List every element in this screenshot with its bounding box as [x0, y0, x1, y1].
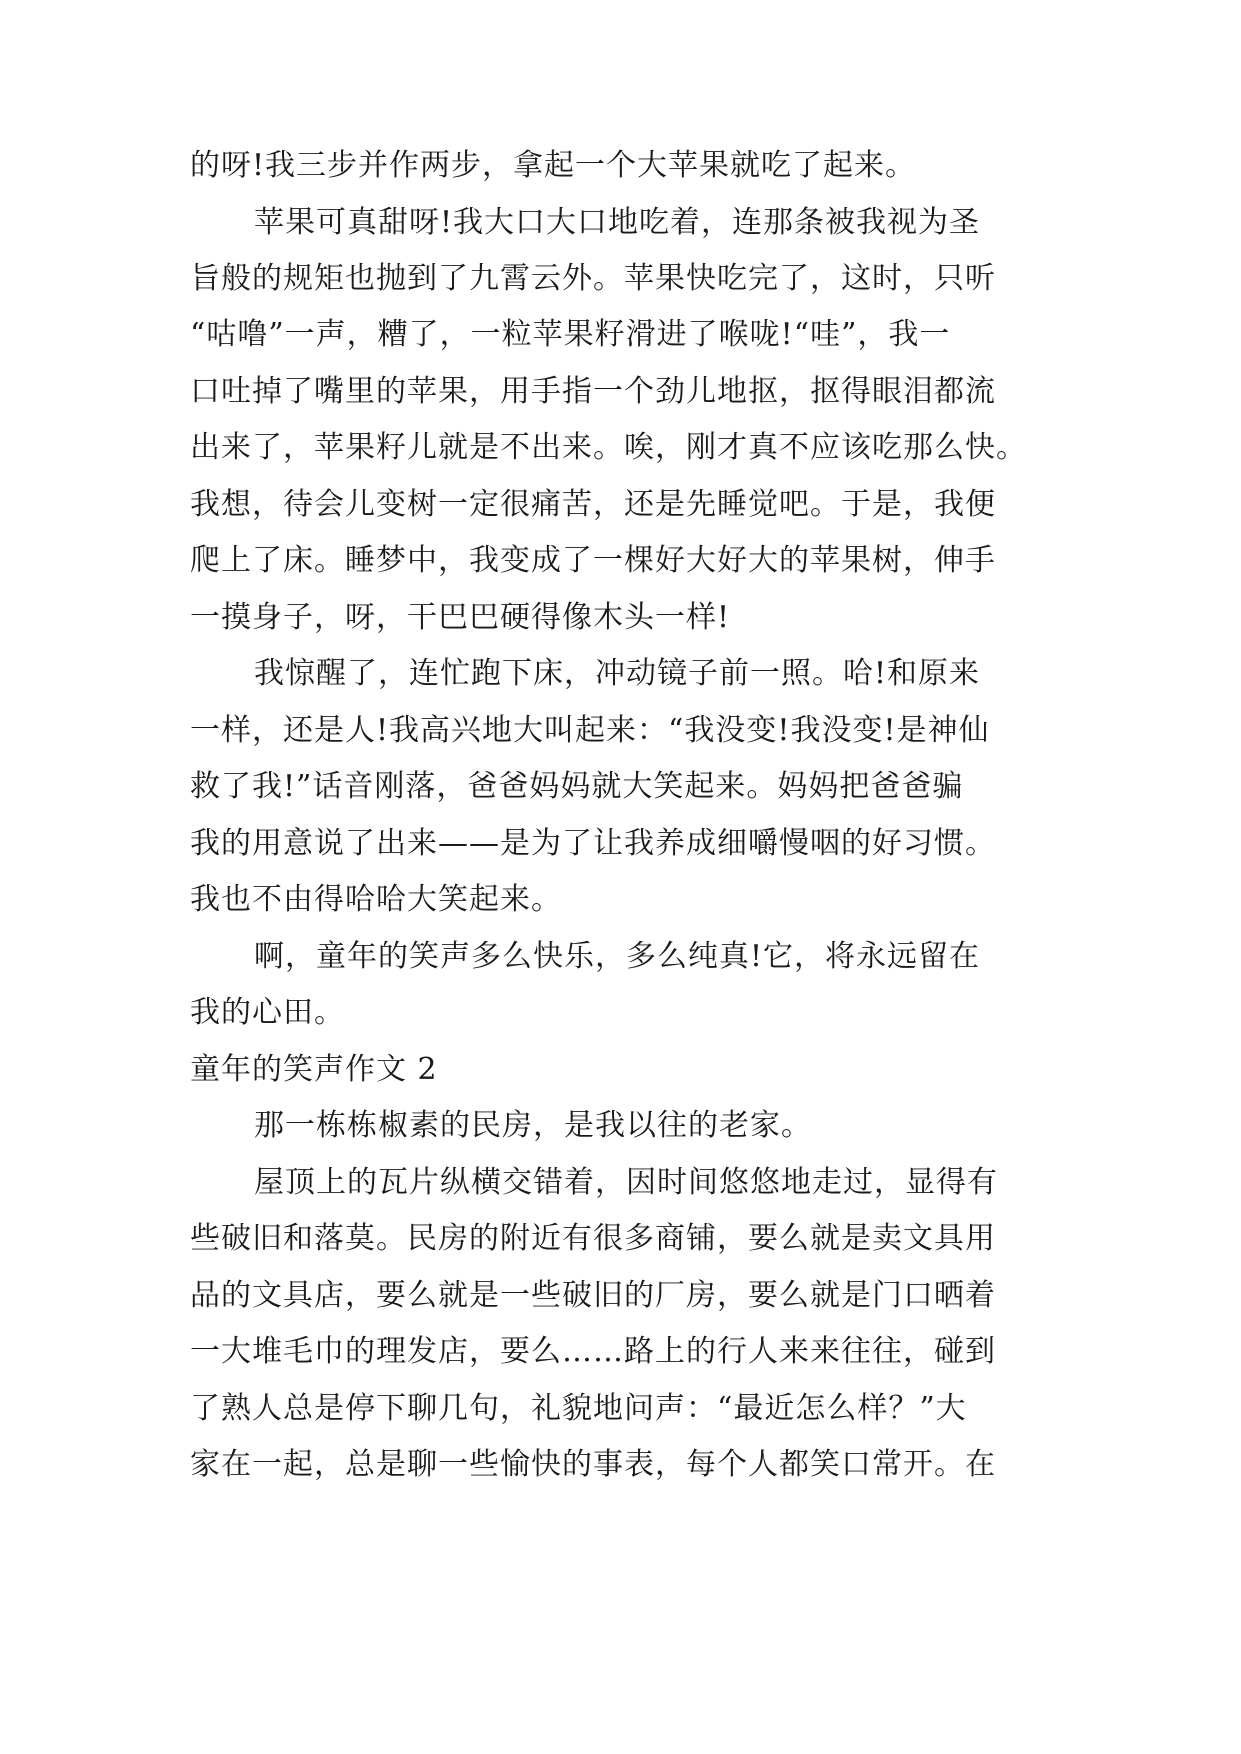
paragraph-line: 我也不由得哈哈大笑起来。 [190, 882, 562, 917]
paragraph-line: 家在一起，总是聊一些愉快的事表，每个人都笑口常开。在 [190, 1447, 996, 1482]
paragraph-line: 我惊醒了，连忙跑下床，冲动镜子前一照。哈!和原来 [254, 656, 981, 691]
paragraph-line: 品的文具店，要么就是一些破旧的厂房，要么就是门口晒着 [190, 1278, 996, 1313]
paragraph-line: 的呀!我三步并作两步，拿起一个大苹果就吃了起来。 [190, 148, 917, 183]
section-heading: 童年的笑声作文 2 [190, 1052, 438, 1087]
paragraph-line: 我的用意说了出来——是为了让我养成细嚼慢咽的好习惯。 [190, 826, 996, 861]
paragraph-line: 一大堆毛巾的理发店，要么……路上的行人来来往往，碰到 [190, 1334, 996, 1369]
paragraph-line: 一样，还是人!我高兴地大叫起来：“我没变!我没变!是神仙 [190, 713, 990, 748]
paragraph-line: 我想，待会儿变树一定很痛苦，还是先睡觉吧。于是，我便 [190, 487, 996, 522]
paragraph-line: 旨般的规矩也抛到了九霄云外。苹果快吃完了，这时，只听 [190, 261, 996, 296]
paragraph-line: 一摸身子，呀，干巴巴硬得像木头一样! [190, 600, 731, 635]
paragraph-line: 出来了，苹果籽儿就是不出来。唉，刚才真不应该吃那么快。 [190, 430, 1027, 465]
paragraph-line: 我的心田。 [190, 995, 345, 1030]
paragraph-line: 屋顶上的瓦片纵横交错着，因时间悠悠地走过，显得有 [254, 1165, 998, 1200]
paragraph-line: 口吐掉了嘴里的苹果，用手指一个劲儿地抠，抠得眼泪都流 [190, 374, 996, 409]
paragraph-line: 那一栋栋椒素的民房，是我以往的老家。 [254, 1108, 812, 1143]
paragraph-line: 些破旧和落莫。民房的附近有很多商铺，要么就是卖文具用 [190, 1221, 996, 1256]
paragraph-line: 救了我!”话音刚落，爸爸妈妈就大笑起来。妈妈把爸爸骗 [190, 769, 964, 804]
paragraph-line: 啊，童年的笑声多么快乐，多么纯真!它，将永远留在 [254, 939, 981, 974]
paragraph-line: 了熟人总是停下聊几句，礼貌地问声：“最近怎么样？”大 [190, 1391, 967, 1426]
paragraph-line: 爬上了床。睡梦中，我变成了一棵好大好大的苹果树，伸手 [190, 543, 996, 578]
paragraph-line: 苹果可真甜呀!我大口大口地吃着，连那条被我视为圣 [254, 205, 981, 240]
paragraph-line: “咕噜”一声，糟了，一粒苹果籽滑进了喉咙!“哇”，我一 [190, 317, 951, 352]
